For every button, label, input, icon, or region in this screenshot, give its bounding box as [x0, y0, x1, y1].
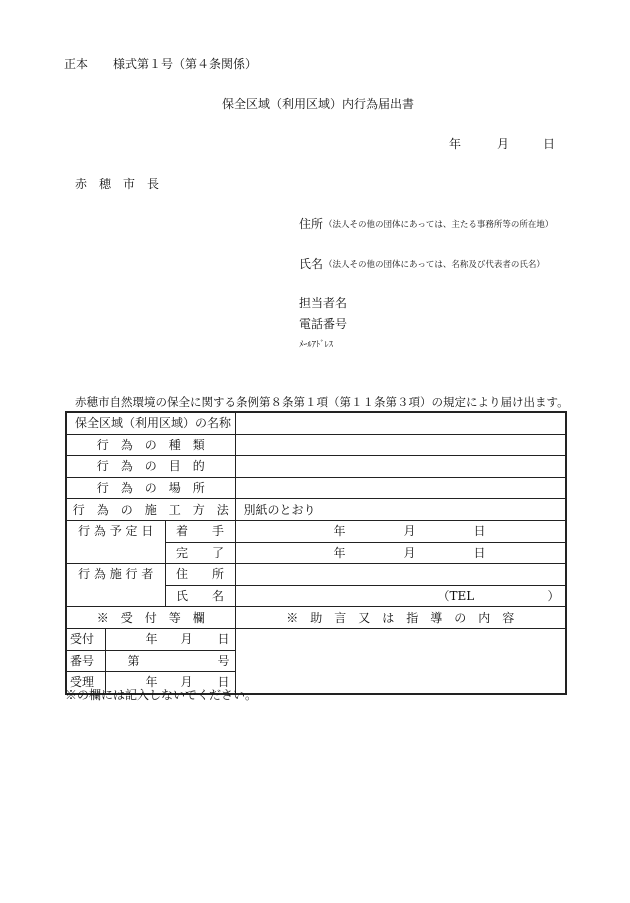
- finish-month: 月: [403, 545, 416, 560]
- act-purpose-input[interactable]: [235, 456, 566, 478]
- received-label: 受付: [66, 628, 105, 650]
- number-label: 番号: [66, 650, 105, 672]
- construction-method-value[interactable]: 別紙のとおり: [235, 499, 566, 521]
- construction-method-label: 行 為 の 施 工 方 法: [66, 499, 235, 521]
- received-day: 日: [217, 632, 230, 647]
- document-title: 保全区域（利用区域）内行為届出書: [222, 97, 415, 111]
- executor-label: 行 為 施 行 者: [66, 564, 165, 607]
- row-area-name: [66, 412, 566, 434]
- form-number: 様式第１号（第４条関係）: [113, 57, 258, 71]
- notification-form-table: [65, 411, 567, 695]
- act-place-input[interactable]: [235, 477, 566, 499]
- contact-person-label: 担当者名: [299, 296, 348, 310]
- start-label: 着 手: [165, 520, 235, 542]
- row-executor-address: [66, 564, 566, 586]
- received-year: 年: [145, 632, 158, 647]
- address-note: （法人その他の団体にあっては、主たる事務所等の所在地）: [324, 220, 554, 230]
- row-act-purpose: [66, 456, 566, 478]
- name-label: 氏名: [299, 257, 324, 271]
- start-year: 年: [333, 524, 346, 539]
- name-note: （法人その他の団体にあっては、名称及び代表者の氏名）: [324, 260, 545, 270]
- start-date-input[interactable]: [235, 520, 566, 542]
- reception-header: ※ 受 付 等 欄: [66, 607, 235, 629]
- footnote: ※の欄には記入しないでください。: [65, 688, 258, 702]
- area-name-label: 保全区域（利用区域）の名称: [66, 412, 235, 434]
- address-label: 住所: [299, 217, 324, 231]
- email-label: ﾒｰﾙｱﾄﾞﾚｽ: [299, 340, 334, 350]
- accepted-year: 年: [145, 675, 158, 690]
- row-received: [66, 628, 566, 650]
- number-prefix: 第: [127, 653, 140, 668]
- date-day: 日: [543, 137, 556, 151]
- schedule-label: 行 為 予 定 日: [66, 520, 165, 563]
- accepted-label: 受理: [66, 672, 105, 694]
- accepted-month: 月: [180, 675, 193, 690]
- phone-label: 電話番号: [299, 317, 348, 331]
- executor-name-input[interactable]: [235, 585, 566, 607]
- tel-close: ）: [547, 589, 560, 604]
- start-month: 月: [403, 524, 416, 539]
- tel-open: （TEL: [437, 589, 475, 604]
- statement: 赤穂市自然環境の保全に関する条例第８条第１項（第１１条第３項）の規定により届け出ます。: [75, 395, 569, 409]
- area-name-input[interactable]: [235, 412, 566, 434]
- row-schedule-start: [66, 520, 566, 542]
- finish-date-input[interactable]: [235, 542, 566, 564]
- received-date[interactable]: [105, 628, 235, 650]
- executor-name-label: 氏 名: [165, 585, 235, 607]
- addressee: 赤 穂 市 長: [75, 177, 160, 191]
- row-act-type: [66, 434, 566, 456]
- row-headers: [66, 607, 566, 629]
- accepted-day: 日: [217, 675, 230, 690]
- act-type-label: 行 為 の 種 類: [66, 434, 235, 456]
- advice-header: ※ 助 言 又 は 指 導 の 内 容: [235, 607, 566, 629]
- row-act-place: [66, 477, 566, 499]
- executor-address-label: 住 所: [165, 564, 235, 586]
- finish-day: 日: [473, 545, 486, 560]
- date-year: 年: [449, 137, 462, 151]
- act-place-label: 行 為 の 場 所: [66, 477, 235, 499]
- act-purpose-label: 行 為 の 目 的: [66, 456, 235, 478]
- date-month: 月: [497, 137, 510, 151]
- finish-year: 年: [333, 545, 346, 560]
- original-mark: 正本: [64, 57, 89, 71]
- number-value[interactable]: [105, 650, 235, 672]
- row-construction-method: [66, 499, 566, 521]
- executor-address-input[interactable]: [235, 564, 566, 586]
- advice-content-area[interactable]: [235, 628, 566, 693]
- number-suffix: 号: [217, 653, 230, 668]
- received-month: 月: [180, 632, 193, 647]
- act-type-input[interactable]: [235, 434, 566, 456]
- start-day: 日: [473, 524, 486, 539]
- finish-label: 完 了: [165, 542, 235, 564]
